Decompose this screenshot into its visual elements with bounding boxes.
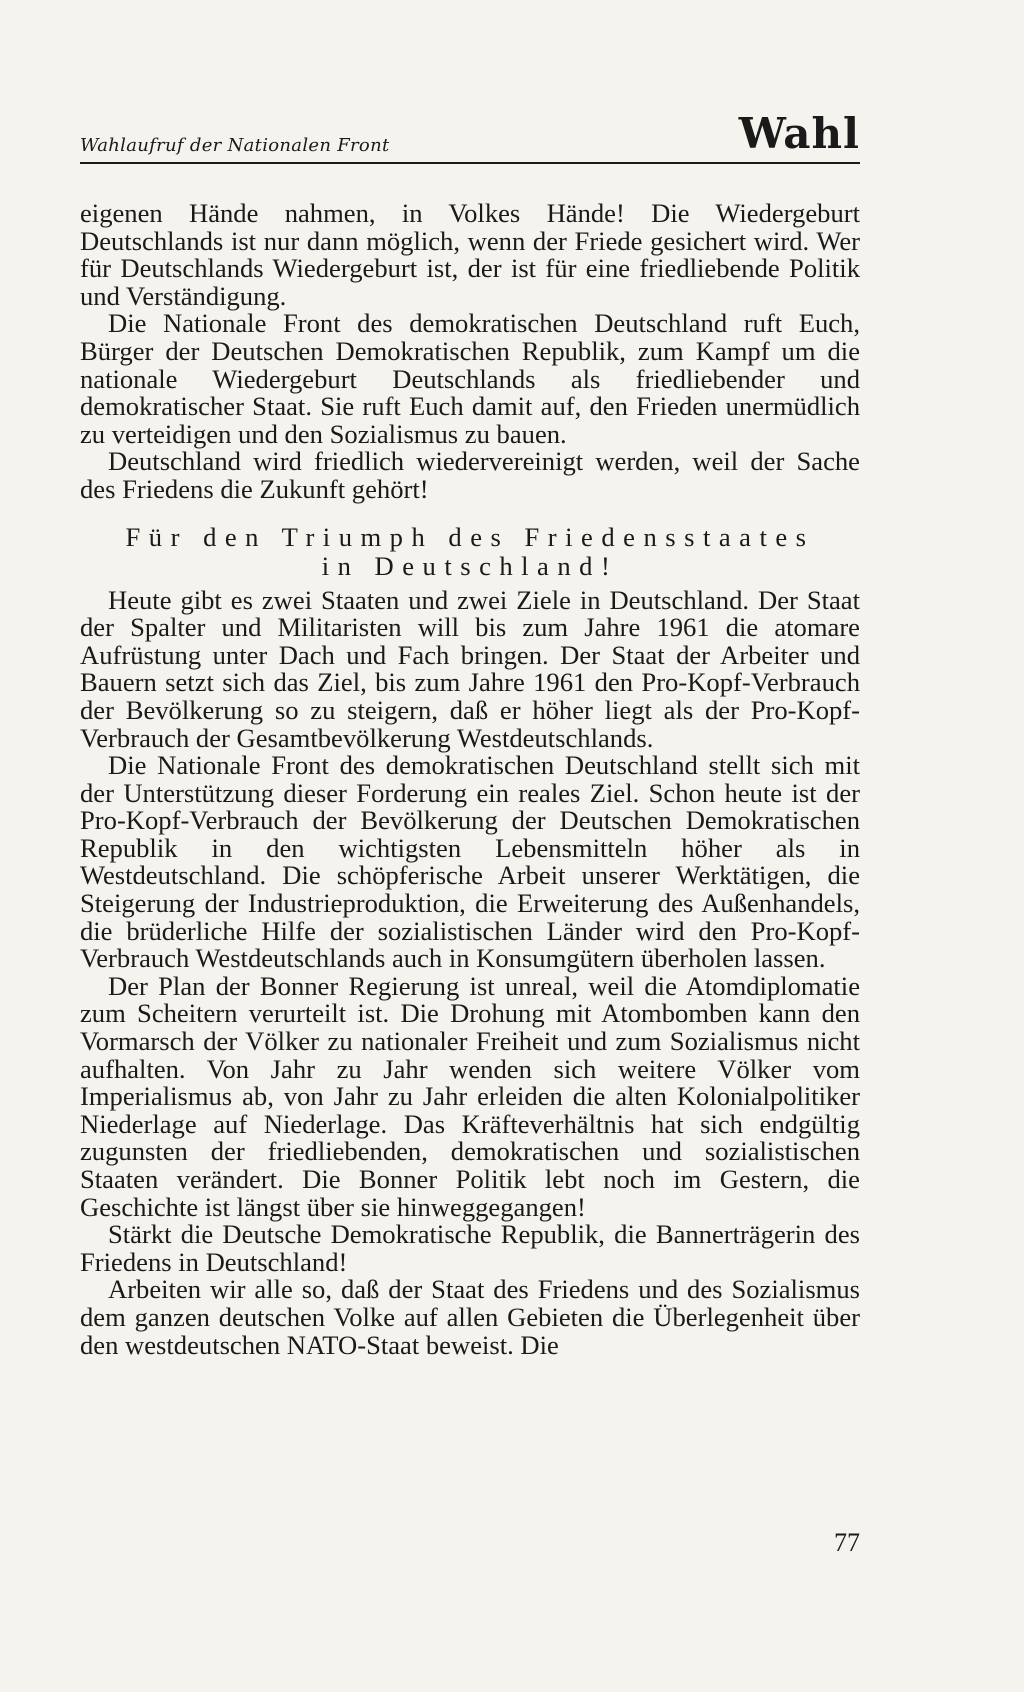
section-heading-line: Für den Triumph des Friedensstaates	[125, 521, 815, 552]
paragraph: Der Plan der Bonner Regierung ist unreal, weil die Atomdiplomatie zum Scheitern verurteilt ist. Die Drohung mit Atombomben kann den Vormarsch der Völker zu nationaler Freiheit und zum Sozialismus nicht aufhalten. Von Jahr zu Jahr wenden sich weitere Völker vom Imperialismus ab, von Jahr zu Jahr erleiden die alten Kolonialpolitiker Niederlage auf Niederlage. Das Kräfteverhältnis hat sich endgültig zugunsten der friedliebenden, demokratischen und sozialistischen Staaten verändert. Die Bonner Politik lebt noch im Gestern, die Geschichte ist längst über sie hinweggegangen!	[80, 970, 860, 1222]
body-text	[80, 200, 860, 1359]
paragraph: Heute gibt es zwei Staaten und zwei Ziele in Deutschland. Der Staat der Spalter und Militaristen will bis zum Jahre 1961 die atomare Aufrüstung unter Dach und Fach bringen. Der Staat der Arbeiter und Bauern setzt sich das Ziel, bis zum Jahre 1961 den Pro-Kopf-Verbrauch der Bevölkerung so zu steigern, daß er höher liegt als der Pro-Kopf-Verbrauch der Gesamtbevölkerung Westdeutschlands.	[80, 584, 860, 753]
paragraph: Arbeiten wir alle so, daß der Staat des Friedens und des Sozialismus dem ganzen deutschen Volke auf allen Gebieten die Überlegenheit über den westdeutschen NATO-Staat beweist. Die	[80, 1274, 860, 1360]
section-label: Wahl	[738, 109, 860, 158]
paragraph: Die Nationale Front des demokratischen Deutschland ruft Euch, Bürger der Deutschen Demokratischen Republik, zum Kampf um die nationale Wiedergeburt Deutschlands als friedliebender und demokratischer Staat. Sie ruft Euch damit auf, den Frieden unermüdlich zu verteidigen und den Sozialismus zu bauen.	[80, 308, 860, 449]
paragraph: Deutschland wird friedlich wiedervereinigt werden, weil der Sache des Friedens die Zukunft gehört!	[80, 446, 860, 504]
section-heading	[80, 523, 860, 581]
paragraph: Stärkt die Deutsche Demokratische Republik, die Bannerträgerin des Friedens in Deutschland!	[80, 1219, 860, 1277]
page-number: 77	[834, 1528, 860, 1557]
paragraph: eigenen Hände nahmen, in Volkes Hände! Die Wiedergeburt Deutschlands ist nur dann möglich, wenn der Friede gesichert wird. Wer für Deutschlands Wiedergeburt ist, der ist für eine friedliebende Politik und Verständigung.	[80, 198, 860, 311]
section-heading-line: in Deutschland!	[321, 550, 619, 581]
running-title: Wahlaufruf der Nationalen Front	[80, 135, 390, 156]
running-header	[80, 109, 860, 164]
paragraph: Die Nationale Front des demokratischen Deutschland stellt sich mit der Unterstützung dieser Forderung ein reales Ziel. Schon heute ist der Pro-Kopf-Verbrauch der Bevölkerung der Deutschen Demokratischen Republik in den wichtigsten Lebensmitteln höher als in Westdeutschland. Die schöpferische Arbeit unserer Werktätigen, die Steigerung der Industrieproduktion, die Erweiterung des Außenhandels, die brüderliche Hilfe der sozialistischen Länder wird den Pro-Kopf-Verbrauch Westdeutschlands auch in Konsumgütern überholen lassen.	[80, 750, 860, 974]
